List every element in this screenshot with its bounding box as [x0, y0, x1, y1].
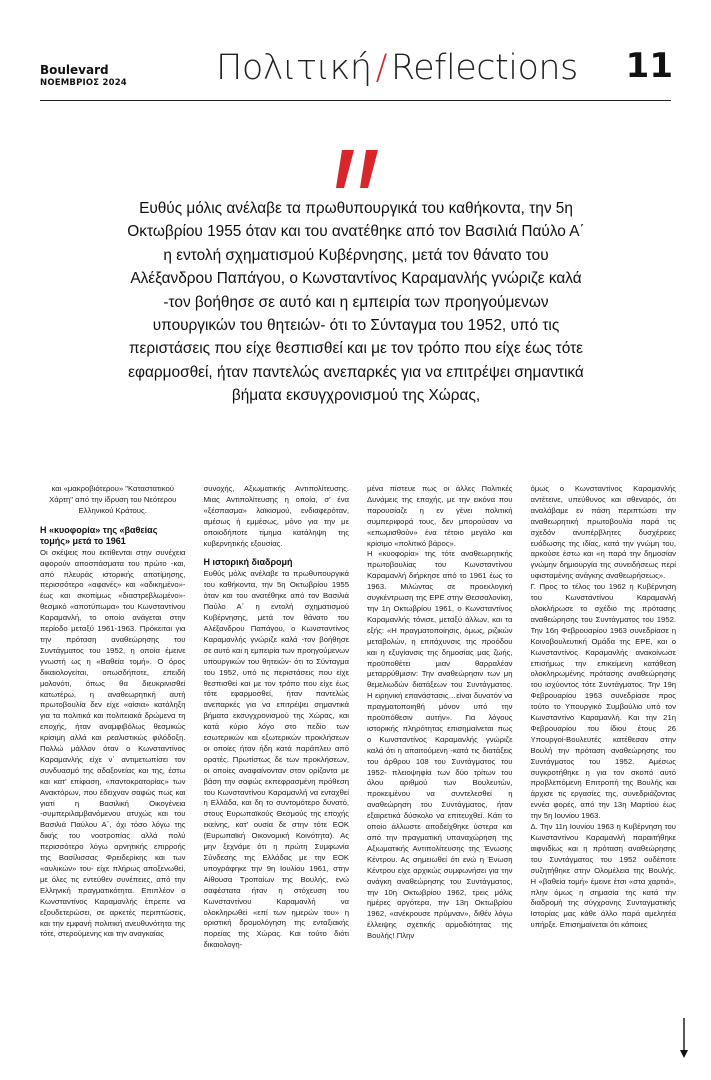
quote-mark-icon: [336, 150, 380, 190]
paragraph: Γ. Προς το τέλος του 1962 η Κυβέρνηση του Κωνσταντίνου Καραμανλή ολοκλήρωσε το σχέδιο της πρότασης αναθεώρησης του Συντάγματος του 1952. Την 16η Φεβρουαρίου 1963 συνεδρίασε η Κοινοβουλευτική Ομάδα της ΕΡΕ, και ο Κωνσταντίνος Καραμανλής ανακοίνωσε επισήμως την επικείμενη κατάθεση ολοκληρωμένης πρότασης αναθεώρησης του ισχύοντος τότε Συντάγματος. Την 19η Φεβρουαρίου 1963 συνεδρίασε προς τούτο το Υπουργικό Συμβούλιο υπό τον Κωνσταντίνο Καραμανλή. Και την 21η Φεβρουαρίου του ίδιου έτους 26 Υπουργοί-Βουλευτές κατέθεσαν στην Βουλή την πρόταση αναθεώρησης του Συντάγματος του 1952. Αμέσως συγκροτήθηκε η για τον σκοπό αυτό προβλεπόμενη Επιτροπή της Βουλής και άρχισε τις εργασίες της, συνεδριάζοντας εννέα φορές, από την 13η Μαρτίου έως την 5η Ιουνίου 1963.: [530, 582, 676, 821]
page-number: 11: [625, 46, 673, 86]
paragraph: και «μακροβιότερου» "Καταστατικού Χάρτη" από την ίδρυση του Νεότερου Ελληνικού Κράτους.: [49, 484, 177, 515]
subheading: Η «κυοφορία» της «βαθείας τομής» μετά το 1961: [40, 524, 158, 546]
subheading: Η ιστορική διαδρομή: [203, 557, 293, 568]
masthead: [0, 0, 711, 100]
pull-quote: [124, 197, 588, 408]
publication-logo: Boulevard: [40, 63, 109, 77]
article-column: [531, 484, 677, 1059]
section-title-left: Πολιτική: [216, 48, 372, 88]
issue-date: ΝΟΕΜΒΡΙΟΣ 2024: [40, 78, 127, 88]
paragraph: Η «κυοφορία» της τότε αναθεωρητικής πρωτοβουλίας του Κωνσταντίνου Καραμανλή διήρκησε από το 1961 έως το 1963. Μιλώντας σε προεκλογική συγκέντρωση της ΕΡΕ στην Θεσσαλονίκη, την 1η Οκτωβρίου 1961, ο Κωνσταντίνος Καραμανλής τόνισε, μεταξύ άλλων, και τα εξής: «Η πραγματοποίησις, όμως, ριζικών μεταβολών, η επιτάχυνσις της προόδου και η εξυγίανσις της δημοσίας μας ζωής, προϋποθέτει μιαν θαρραλέαν μεταρρύθμισιν: Την αναθεώρησιν των μη θεμελιωδών διατάξεων του Συντάγματος. Η ειρηνική επανάστασις…είναι δυνατόν να πραγματοποιηθή μόνον υπό την προϋπόθεσιν αυτήν». Για λόγους ιστορικής πληρότητας επισημαίνεται πως ο Κωνσταντίνος Καραμανλής γνώριζε καλά ότι η απαιτούμενη -κατά τις διατάξεις του άρθρου 108 του Συντάγματος του 1952- πλειοψηφία των δύο τρίτων του όλου αριθμού των Βουλευτών, προκειμένου να συντελεσθεί η αναθεώρηση του Συντάγματος, ήταν εξαιρετικά δύσκολο να επιτευχθεί. Κάτι το οποίο άλλωστε αποδείχθηκε ύστερα και από την πραγματική υπαναχώρηση της Αξιωματικής Αντιπολίτευσης της Ένωσης Κέντρου. Ας σημειωθεί ότι ενώ η Ένωση Κέντρου είχε αρχικώς συμφωνήσει για την ανάγκη αναθεώρησης του Συντάγματος, την 10η Οκτωβρίου 1962, τρεις μόλις ημέρες αργότερα, την 13η Οκτωβρίου 1962, «ανέκρουσε πρύμναν», διθέν λόγω έλλειψης σχετικής αρμοδιότητας της Βουλής! Πλην: [367, 549, 513, 941]
paragraph: Δ. Την 11η Ιουνίου 1963 η Κυβέρνηση του Κωνσταντίνου Καραμανλή παραιτήθηκε αιφνιδίως και η πρόταση αναθεώρησης του Συντάγματος του 1952 ουδέποτε συζητήθηκε στην Ολομέλεια της Βουλής. Η «βαθεία τομή» έμεινε έτσι «στα χαρτιά», πλην όμως η σημασία της κατά την διαδρομή της σύγχρονης Συνταγματικής Ιστορίας μας κάθε άλλο παρά αμελητέα υπήρξε. Επισημαίνεται ότι κάποιες: [530, 822, 676, 930]
article-column: [40, 484, 186, 1059]
article-body: [40, 484, 676, 1059]
article-column: [204, 484, 350, 1059]
continue-arrow-icon: [680, 1018, 688, 1058]
paragraph: όμως ο Κωνσταντίνος Καραμανλής αντέτεινε, υπεύθυνος και σθεναρός, ότι αναλάβαμε εν πάση περιπτώσει την αναθεωρητική πρωτοβουλία παρά τις σχεδόν ανυπέρβλητες δυσχέρειες ευόδωσης της ιδίας, κατά την γνώμη του, αρκούσε έστω και «η παρά την δημοσίαν γνώμην δημιουργία της συνειδήσεως περί υφισταμένης ανάγκης αναθεωρήσεως».: [530, 484, 676, 581]
article-column: [367, 484, 513, 1059]
section-title: [216, 48, 578, 88]
paragraph: μένα πίστευε πως οι άλλες Πολιτικές Δυνάμεις της εποχής, με την εικόνα που παρουσίαζε η εν γένει πολιτική συμπεριφορά τους, δεν μπορούσαν να «επωμισθούν» ένα τέτοιο μεγάλο και κρίσιμο «πολιτικό βάρος».: [367, 484, 513, 548]
section-slash: /: [375, 48, 387, 88]
section-title-right: Reflections: [390, 48, 578, 88]
pull-quote-text: Ευθύς μόλις ανέλαβε τα πρωθυπουργικά του καθήκοντα, την 5η Οκτωβρίου 1955 όταν και του ανατέθηκε από τον Βασιλιά Παύλο Α΄ η εντολή σχηματισμού Κυβέρνησης, μετά τον θάνατο του Αλέξανδρου Παπάγου, ο Κωνσταντίνος Καραμανλής γνώριζε καλά -τον βοήθησε σε αυτό και η εμπειρία των προηγούμενων υπουργικών του θητειών- ότι το Σύνταγμα του 1952, υπό τις περιστάσεις που είχε θεσπισθεί και με τον τρόπο που είχε έως τότε εφαρμοσθεί, ήταν παντελώς ανεπαρκές για να επιτρέψει σημαντικά βήματα εκσυγχρονισμού της Χώρας,: [127, 200, 585, 405]
paragraph: συνοχής, Αξιωματικής Αντιπολίτευσης. Μιας Αντιπολίτευσης η οποία, σ' ένα «ξέσπασμα» λαϊκισμού, ενδιαφερόταν, αμέσως ή εμμέσως, μόνο για την με οποιοδήποτε τίμημα κατάληψη της κυβερνητικής εξουσίας.: [203, 484, 349, 548]
paragraph: Ευθύς μόλις ανέλαβε τα πρωθυπουργικά του καθήκοντα, την 5η Οκτωβρίου 1955 όταν και του ανατέθηκε από τον Βασιλιά Παύλο Α΄ η εντολή σχηματισμού Κυβέρνησης, μετά τον θάνατο του Αλέξανδρου Παπάγου, ο Κωνσταντίνος Καραμανλής γνώριζε καλά -τον βοήθησε σε αυτό και η εμπειρία των προηγούμενων υπουργικών του θητειών- ότι το Σύνταγμα του 1952, υπό τις περιστάσεις που είχε θεσπισθεί και με τον τρόπο που είχε έως τότε εφαρμοσθεί, ήταν παντελώς ανεπαρκές για να επιτρέψει σημαντικά βήματα εκσυγχρονισμού της Χώρας, και κατά κύριο λόγο στο πεδίο των εσωτερικών και εξωτερικών προκλήσεων οι οποίες ήταν ήδη κατά παράπλευ από ορατές. Πρωτίστως δε των προκλήσεων, οι οποίες αναφαίνονταν στον ορίζοντα με βάση την σαφώς εκπεφρασμένη πρόθεση του Κωνσταντίνου Καραμανλή να ενταχθεί η Ελλάδα, και δη το συντομότερο δυνατό, στους Ευρωπαϊκούς Θεσμούς της εποχής εκείνης, κατ' ουσία δε στην τότε ΕΟΚ (Ευρωπαϊκή Οικονομική Κοινότητα). Ας μην ξεχνάμε ότι η πρώτη Συμφωνία Σύνδεσης της Ελλάδας με την ΕΟΚ υπογράφηκε την 9η Ιουλίου 1961, στην Αίθουσα Τροπαίων της Βουλής, ενώ σαφέστατα ήταν η στόχευση του Κωνσταντίνου Καραμανλή να ολοκληρωθεί «επί των ημερών του» η οριστική δρομολόγηση της ενταξιακής πορείας της Χώρας. Και τούτο διότι δικαιολογη-: [203, 569, 349, 950]
header-rule: [40, 100, 671, 101]
paragraph: Οι σκέψεις που εκτίθενται στην συνέχεια αφορούν αποσπάσματα του πρώτο -και, από πλευράς ιστορικής αποτίμησης, περισσότερο «αφανές» και «αδικημένο»- έως και σκοπίμως «διαστρεβλωμένο»- θεσμικό «αποτύπωμα» του Κωνσταντίνου Καραμανλή, το οποίο ανάγεται στην περίοδο μεταξύ 1961-1963. Πρόκειται για την πρόταση αναθεώρησης του Συντάγματος του 1952, η οποία έμεινε γνωστή ως η «Βαθεία τομή». Ο όρος δικαιολογείται, οπωσδήποτε, επειδή μολονότι, όπως θα διευκρινισθεί κατωτέρω, η αναθεωρητική αυτή πρωτοβουλία δεν είχε «αίσια» κατάληξη για τα πολιτικά και πολιτειακά δρώμενα τη εποχής, ήταν αναμφιβόλως θεσμικώς κρίσιμη αλλά και ρεαλιστικώς φιλόδοξη. Πολλώ μάλλον όταν ο Κωνσταντίνος Καραμανλής είχε ν΄ αντιμετωπίσει τον συνδυασμό της αδαξονείας και της, έστω και κατ' επίφαση, «παντοκρατορίας» των Ανακτόρων, που έδειχναν σαφώς πως και γιατί η Βασιλική Οικογένεια -συμπεριλαμβανόμενου ατυχώς και του Βασιλιά Παύλου Α΄, όχι τόσο λόγω της δικής του νοοτροπίας αλλά πολύ περισσότερο λόγω αρνητικής επιρροής της Βασίλισσας Φρειδερίκης και των «αυλικών» του- είχε πλήρως αποξενωθεί, με όλες τις εντεύθεν συνέπειες, από την Ελληνική πραγματικότητα. Επιπλέον ο Κωνσταντίνος Καραμανλής έπρεπε να εξουδετερώσει, σε αρκετές περιπτώσεις, και την εμφανή πολιτική ανευθυνότητα της τότε, στερούμενης και την αναγκαίας: [40, 547, 186, 939]
